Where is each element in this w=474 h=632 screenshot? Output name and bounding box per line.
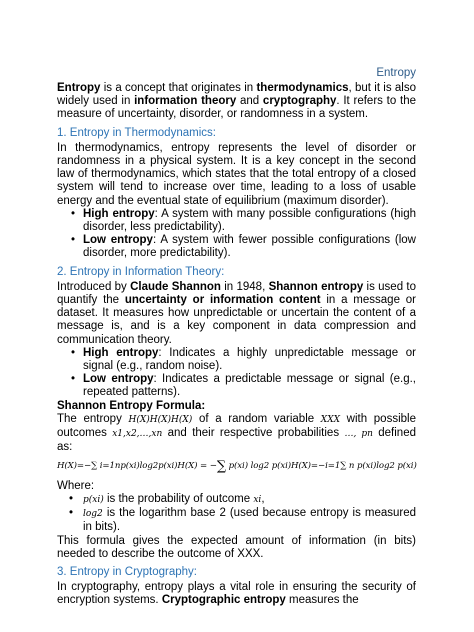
list-item: • log2 is the logarithm base 2 (used because entropy is measured in bits). xyxy=(69,507,416,534)
bullet-icon: • xyxy=(69,492,74,505)
information-theory-paragraph: Introduced by Claude Shannon in 1948, Shannon entropy is used to quantify the uncertainty or information content in a message or dataset. It measures how unpredictable or uncertain the content of a message is, and is a key component in data compression and communication theory. xyxy=(57,280,416,346)
section-heading-thermodynamics: 1. Entropy in Thermodynamics: xyxy=(57,126,216,139)
thermodynamics-paragraph: In thermodynamics, entropy represents the level of disorder or randomness in a physical system. It is a key concept in the second law of thermodynamics, which states that the total entropy of a closed system will tend to increase over time, leading to a loss of usable energy and the eventual state of equilibrium (maximum disorder). xyxy=(57,141,416,207)
bullet-icon: • xyxy=(71,373,76,386)
shannon-entropy-formula: H(X)=−∑ i=1np(xi)log2p(xi)H(X) = −∑ p(xi) log2 p(xi)H(X)=−i=1∑ n p(xi)log2 p(xi) xyxy=(57,459,417,475)
formula-closing-paragraph: This formula gives the expected amount of information (in bits) needed to describe the outcome of XXX. xyxy=(57,534,416,560)
where-list xyxy=(57,493,416,535)
thermodynamics-list xyxy=(57,208,416,261)
cryptography-paragraph: In cryptography, entropy plays a vital role in ensuring the security of encryption systems. Cryptographic entropy measures the xyxy=(57,581,416,607)
list-item: • High entropy: Indicates a highly unpredictable message or signal (e.g., random noise). xyxy=(71,346,416,373)
list-item: • High entropy: A system with many possible configurations (high disorder, less predictability). xyxy=(71,207,416,234)
intro-term-thermo: thermodynamics xyxy=(256,82,349,94)
formula-heading: Shannon Entropy Formula: xyxy=(57,399,206,412)
list-item: • Low entropy: A system with fewer possible configurations (low disorder, more predictability). xyxy=(71,234,416,260)
intro-term-crypto: cryptography xyxy=(262,95,337,108)
intro-term-info: information theory xyxy=(134,95,237,108)
document-header-title: Entropy xyxy=(376,67,416,79)
formula-intro: The entropy H(X)H(X)H(X) of a random variable XXX with possible outcomes x1,x2,…,xn and their respective probabilities …, pn defined as: xyxy=(57,412,416,454)
list-item: • p(xi) is the probability of outcome xi, xyxy=(69,492,265,505)
bullet-icon: • xyxy=(71,346,76,359)
information-theory-list xyxy=(57,347,416,400)
bullet-icon: • xyxy=(71,234,76,247)
document-body xyxy=(57,82,416,608)
sigma-symbol: ∑ xyxy=(216,459,227,475)
bullet-icon: • xyxy=(71,207,76,220)
bullet-icon: • xyxy=(69,507,74,520)
where-label: Where: xyxy=(57,479,95,492)
section-heading-cryptography: 3. Entropy in Cryptography: xyxy=(57,565,197,578)
section-heading-information-theory: 2. Entropy in Information Theory: xyxy=(57,265,225,278)
intro-paragraph: Entropy is a concept that originates in thermodynamics, but it is also widely used in information theory and cryptography. It refers to the measure of uncertainty, disorder, or randomness in a system. xyxy=(57,82,416,121)
intro-term-entropy: Entropy xyxy=(57,82,101,94)
list-item: • Low entropy: Indicates a predictable message or signal (e.g., repeated patterns). xyxy=(71,373,416,399)
